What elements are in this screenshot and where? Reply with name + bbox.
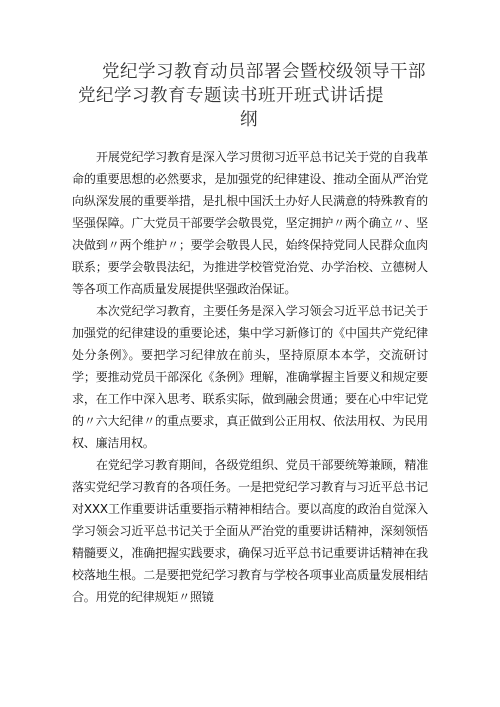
document-title: [72, 60, 444, 132]
paragraph-2: 本次党纪学习教育，主要任务是深入学习领会习近平总书记关于加强党的纪律建设的重要论述，集中学习新修订的《中国共产党纪律处分条例》。要把学习纪律放在前头，坚持原原本本学，交流研讨学；要推动党员干部深化《条例》理解，准确掌握主旨要义和规定要求，在工作中深入思考、联系实际，做到融会贯通；要在心中牢记党的〃六大纪律〃的重点要求，真正做到公正用权、依法用权、为民用权、廉洁用权。: [72, 304, 428, 450]
paragraph-3: 在党纪学习教育期间，各级党组织、党员干部要统筹兼顾，精准落实党纪学习教育的各项任务。一是把党纪学习教育与习近平总书记对XXX工作重要讲话重要指示精神相结合。要以高度的政治自觉深入学习领会习近平总书记关于全面从严治党的重要讲话精神，深刻领悟精髓要义，准确把握实践要求，确保习近平总书记重要讲话精神在我校落地生根。二是要把党纪学习教育与学校各项事业高质量发展相结合。用党的纪律规矩〃照镜: [72, 458, 428, 604]
document-body: [72, 146, 428, 608]
title-line-2: 党纪学习教育专题读书班开班式讲话提: [78, 86, 384, 106]
title-line-1: 党纪学习教育动员部署会暨校级领导干部: [102, 62, 426, 82]
title-line-3: 纲: [240, 110, 258, 130]
paragraph-1: 开展党纪学习教育是深入学习贯彻习近平总书记关于党的自我革命的重要思想的必然要求，是加强党的纪律建设、推动全面从严治党向纵深发展的重要举措，是扎根中国沃土办好人民满意的特殊教育的坚强保障。广大党员干部要学会敬畏党，坚定拥护〃两个确立〃、坚决做到〃两个维护〃；要学会敬畏人民，始终保持党同人民群众血肉联系；要学会敬畏法纪，为推进学校管党治党、办学治校、立德树人等各项工作高质量发展提供坚强政治保证。: [72, 150, 428, 296]
